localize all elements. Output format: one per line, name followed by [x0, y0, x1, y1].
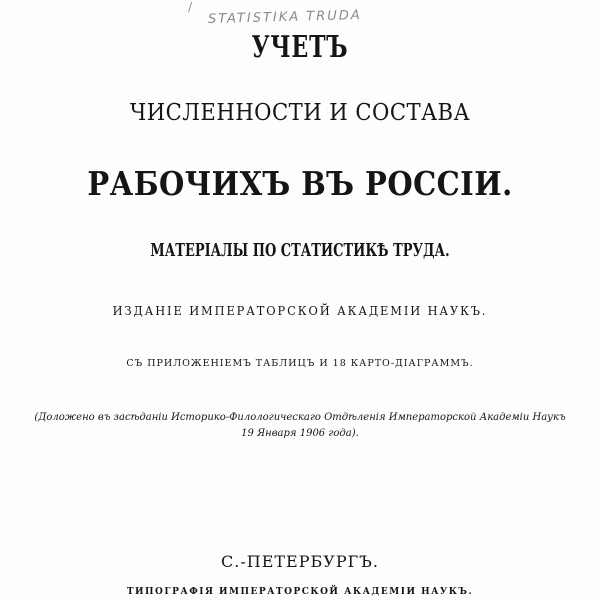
imprint-printer: ТИПОГРАФІЯ ИМПЕРАТОРСКОЙ АКАДЕМІИ НАУКЪ. — [126, 587, 474, 597]
handwritten-mark: / — [188, 0, 193, 14]
title-line-3: РАБОЧИХЪ ВЪ РОССІИ. — [87, 164, 513, 203]
report-note-line-2: 19 Января 1906 года). — [241, 428, 359, 439]
handwritten-note: STATISTIKA TRUDA — [207, 7, 362, 28]
subtitle: МАТЕРІАЛЫ ПО СТАТИСТИКѢ ТРУДА. — [150, 240, 450, 261]
appendix-statement: СЪ ПРИЛОЖЕНІЕМЪ ТАБЛИЦЪ И 18 КАРТО-ДІАГРАММЪ. — [126, 358, 474, 369]
report-note-line-1: (Доложено въ засѣданіи Историко-Филологическаго Отдѣленія Императорской Академіи Наукъ — [34, 412, 566, 423]
report-note — [0, 410, 600, 442]
title-line-1: УЧЕТЪ — [251, 30, 349, 65]
imprint-city: С.-ПЕТЕРБУРГЪ. — [221, 552, 379, 571]
edition-statement: ИЗДАНІЕ ИМПЕРАТОРСКОЙ АКАДЕМІИ НАУКЪ. — [112, 304, 488, 318]
title-line-2: ЧИСЛЕННОСТИ И СОСТАВА — [129, 100, 471, 126]
